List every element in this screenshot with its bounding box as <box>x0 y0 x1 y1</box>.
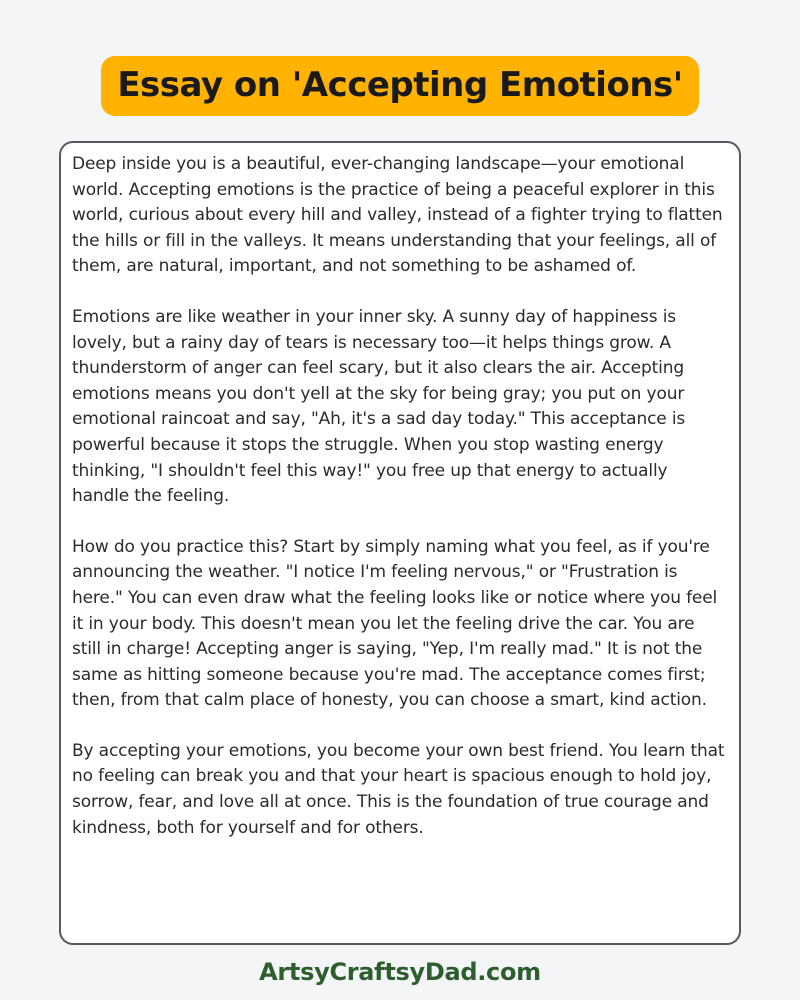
essay-paragraph-3: How do you practice this? Start by simply naming what you feel, as if you're announcing the weather. "I notice I'm feeling nervous," or "Frustration is here." You can even draw what the feeling looks like or notice where you feel it in your body. This doesn't mean you let the feeling drive the car. You are still in charge! Accepting anger is saying, "Yep, I'm really mad." It is not the same as hitting someone because you're mad. The acceptance comes first; then, from that calm place of honesty, you can choose a smart, kind action. <box>72 536 718 711</box>
essay-paragraph-2: Emotions are like weather in your inner sky. A sunny day of happiness is lovely, but a rainy day of tears is necessary too—it helps things grow. A thunderstorm of anger can feel scary, but it also clears the air. Accepting emotions means you don't yell at the sky for being gray; you put on your emotional raincoat and say, "Ah, it's a sad day today." This acceptance is powerful because it stops the struggle. When you stop wasting energy thinking, "I shouldn't feel this way!" you free up that energy to actually handle the feeling. <box>72 306 686 507</box>
site-footer: ArtsyCraftsyDad.com <box>259 958 541 986</box>
essay-paragraph-1: Deep inside you is a beautiful, ever-changing landscape—your emotional world. Accepting emotions is the practice of being a peaceful explorer in this world, curious about every hill and valley, instead of a fighter trying to flatten the hills or fill in the valleys. It means understanding that your feelings, all of them, are natural, important, and not something to be ashamed of. <box>72 154 723 277</box>
title-banner <box>0 56 800 116</box>
essay-box <box>59 141 741 945</box>
page-title: Essay on 'Accepting Emotions' <box>101 56 698 116</box>
essay-paragraph-4: By accepting your emotions, you become your own best friend. You learn that no feeling can break you and that your heart is spacious enough to hold joy, sorrow, fear, and love all at once. This is the foundation of true courage and kindness, both for yourself and for others. <box>72 740 725 838</box>
